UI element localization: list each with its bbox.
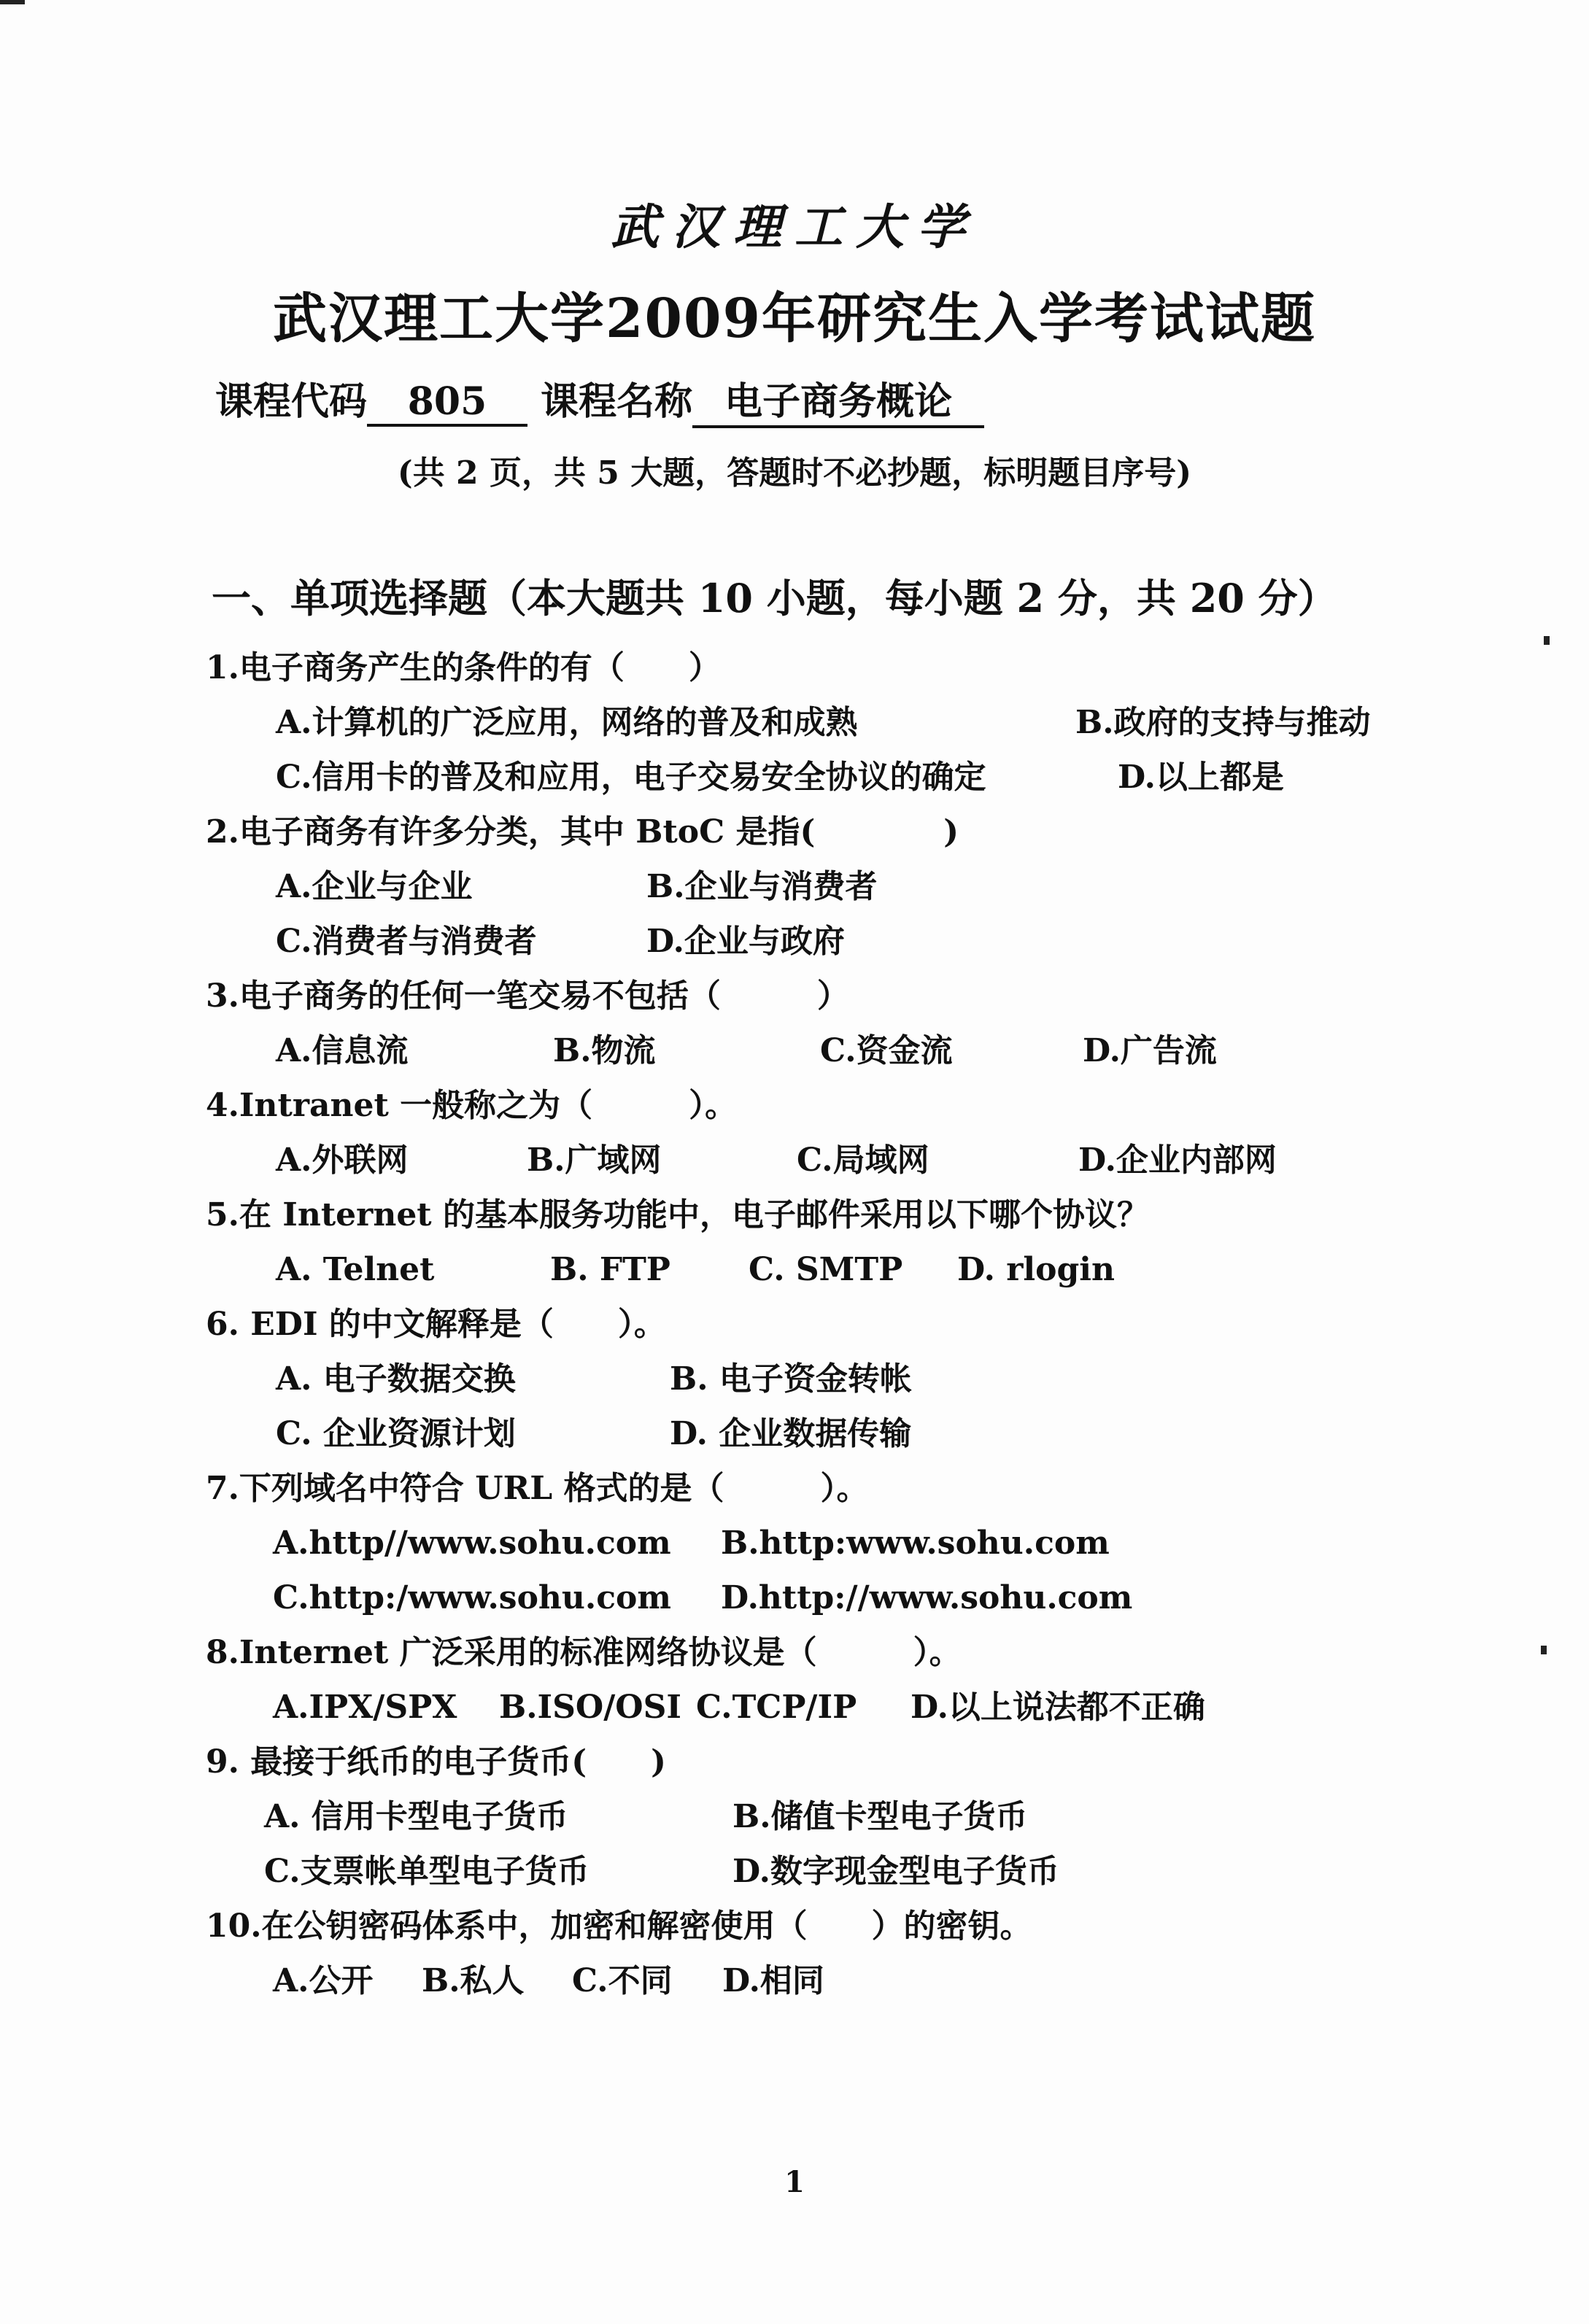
exam-note: (共 2 页，共 5 大题，答题时不必抄题，标明题目序号) [397, 454, 1192, 492]
option-d: D.以上都是 [1118, 759, 1284, 796]
option-b: B.储值卡型电子货币 [732, 1798, 1028, 1835]
option-row [206, 1133, 1431, 1188]
question-stem: 5.在 Internet 的基本服务功能中，电子邮件采用以下哪个协议？ [206, 1196, 1149, 1233]
question-stem: 3.电子商务的任何一笔交易不包括（ ） [206, 977, 849, 1015]
option-row [206, 1570, 1431, 1625]
option-d: D. rlogin [957, 1251, 1115, 1288]
option-row [206, 1352, 1431, 1406]
option-d: D.企业与政府 [646, 923, 845, 960]
question-stem: 8.Internet 广泛采用的标准网络协议是（ ）。 [206, 1634, 962, 1671]
option-row [206, 1844, 1431, 1899]
option-a: A. 电子数据交换 [276, 1360, 516, 1398]
option-row [206, 1953, 1431, 2008]
question-stem: 4.Intranet 一般称之为（ ）。 [206, 1087, 738, 1124]
option-a: A.信息流 [276, 1032, 409, 1069]
scan-artifact [0, 0, 25, 4]
option-a: A. Telnet [276, 1251, 435, 1288]
option-c: C.TCP/IP [696, 1689, 857, 1726]
option-row [206, 695, 1431, 750]
option-b: B.广域网 [527, 1142, 662, 1179]
option-b: B. 电子资金转帐 [670, 1360, 912, 1398]
option-c: C. 企业资源计划 [276, 1415, 516, 1452]
option-b: B.ISO/OSI [499, 1689, 681, 1726]
option-d: D.以上说法都不正确 [911, 1689, 1205, 1726]
option-c: C.http:/www.sohu.com [273, 1579, 671, 1616]
question-stem: 2.电子商务有许多分类，其中 BtoC 是指( ) [206, 813, 959, 851]
option-c: C.局域网 [797, 1142, 929, 1179]
question-stem: 10.在公钥密码体系中，加密和解密使用（ ）的密钥。 [206, 1907, 1032, 1945]
option-a: A.http//www.sohu.com [273, 1525, 671, 1562]
option-d: D. 企业数据传输 [670, 1415, 912, 1452]
option-a: A.计算机的广泛应用，网络的普及和成熟 [276, 704, 858, 741]
section-heading: 一、单项选择题（本大题共 10 小题，每小题 2 分，共 20 分） [212, 575, 1337, 621]
option-c: C.不同 [572, 1962, 673, 1999]
option-c: C. SMTP [749, 1251, 903, 1288]
option-b: B.物流 [553, 1032, 656, 1069]
option-a: A. 信用卡型电子货币 [264, 1798, 568, 1835]
question-stem: 9. 最接于纸币的电子货币( ) [206, 1743, 666, 1781]
exam-title: 武汉理工大学2009年研究生入学考试试题 [273, 287, 1316, 350]
option-d: D.http://www.sohu.com [721, 1579, 1133, 1616]
question-stem: 6. EDI 的中文解释是（ ）。 [206, 1306, 666, 1343]
course-info [215, 371, 984, 428]
question-stem: 7.下列域名中符合 URL 格式的是（ ）。 [206, 1470, 869, 1507]
course-name: 电子商务概论 [692, 371, 984, 428]
option-b: B.私人 [422, 1962, 525, 1999]
option-row [206, 750, 1431, 805]
option-d: D.企业内部网 [1078, 1142, 1277, 1179]
course-name-label: 课程名称 [541, 379, 693, 424]
option-a: A.外联网 [276, 1142, 409, 1179]
option-c: C.消费者与消费者 [276, 923, 537, 960]
question-list [206, 640, 1431, 2008]
option-row [206, 1023, 1431, 1078]
option-d: D.数字现金型电子货币 [732, 1853, 1059, 1890]
option-b: B. FTP [550, 1251, 670, 1288]
option-row [206, 1789, 1431, 1844]
option-row [206, 1680, 1431, 1735]
option-a: A.IPX/SPX [273, 1689, 457, 1726]
school-logo-text: 武汉理工大学 [611, 198, 978, 255]
option-c: C.信用卡的普及和应用，电子交易安全协议的确定 [276, 759, 986, 796]
option-a: A.公开 [273, 1962, 374, 1999]
scan-artifact [1541, 1646, 1547, 1654]
question-stem: 1.电子商务产生的条件的有（ ） [206, 649, 721, 686]
option-row [206, 1516, 1431, 1570]
course-code-label: 课程代码 [215, 379, 368, 424]
option-c: C.支票帐单型电子货币 [264, 1853, 589, 1890]
course-code: 805 [367, 379, 527, 427]
option-row [206, 1242, 1431, 1297]
option-c: C.资金流 [820, 1032, 953, 1069]
option-b: B.企业与消费者 [646, 868, 878, 905]
scan-artifact [1544, 636, 1550, 645]
option-d: D.广告流 [1083, 1032, 1217, 1069]
option-row [206, 859, 1431, 914]
option-b: B.http:www.sohu.com [721, 1525, 1110, 1562]
option-b: B.政府的支持与推动 [1075, 704, 1371, 741]
option-row [206, 914, 1431, 969]
option-a: A.企业与企业 [276, 868, 473, 905]
option-d: D.相同 [722, 1962, 824, 1999]
option-row [206, 1406, 1431, 1461]
page-number: 1 [784, 2165, 805, 2199]
